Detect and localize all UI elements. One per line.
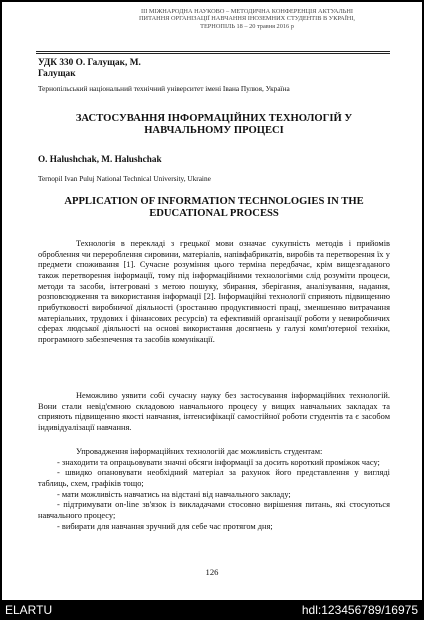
udk-line-2: Галущак [38, 68, 76, 79]
header-line-1: III МІЖНАРОДНА НАУКОВО – МЕТОДИЧНА КОНФЕРЕНЦІЯ АКТУАЛЬНІ [141, 8, 353, 15]
title-ua: ЗАСТОСУВАННЯ ІНФОРМАЦІЙНИХ ТЕХНОЛОГІЙ У НАВЧАЛЬНОМУ ПРОЦЕСІ [75, 113, 353, 136]
document-page [2, 2, 422, 600]
affiliation-en: Ternopil Ivan Puluj National Technical University, Ukraine [38, 174, 211, 183]
paragraph-text: Технологія в перекладі з грецької мови означає сукупність методів і прийомів оброблення чи перероблення сировини, матеріалів, напівфабрикатів, виробів та перетворення їх у предмети споживання [1]. Сучасне розуміння цього терміна передбачає, крім вищезгаданого також перетворення інформації, тому під інформаційними технологіями слід розуміти процеси, методи та засоби, інтегровані з метою пошуку, збирання, зберігання, аналізування, надання, розповсюдження та використання інформації [2]. Інформаційні технології сприяють підвищенню прибутковості виробничої діяльності (зростанню продуктивності праці, зменшенню витрачання матеріальних, трудових і фінансових ресурсів) та ефективній організації роботи у невиробничих сферах людської діяльності на основі використання досягнень у галузі комп'ютерної техніки, програмного забезпечення та засобів комунікації. [38, 239, 390, 344]
benefits-list [38, 458, 390, 533]
footer-repository-name: ELARTU [5, 603, 53, 617]
header-rule-top [36, 51, 390, 52]
paragraph-1 [38, 239, 390, 346]
conference-header [97, 8, 397, 30]
paragraph-text: Упровадження інформаційних технологій дає можливість студентам: [76, 447, 323, 456]
udk-authors [38, 58, 390, 79]
repository-footer [0, 600, 424, 620]
list-item: - мати можливість навчатись на відстані від навчального закладу; [57, 489, 291, 499]
list-item: - знаходити та опрацьовувати значні обсяги інформації за досить короткий проміжок часу; [57, 457, 380, 467]
paragraph-text: Неможливо уявити собі сучасну науку без застосування інформаційних технологій. Вони стали невід'ємною складовою навчального процесу у вищих навчальних закладах та сприяють підвищенню якості навчання, інтенсифікації самостійної роботи студентів та є засобом індивідуалізації навчання. [38, 391, 390, 432]
paragraph-3 [38, 447, 390, 532]
list-item: - вибирати для навчання зручний для себе час протягом дня; [57, 521, 273, 531]
affiliation-ua: Тернопільський національний технічний університет імені Івана Пулюя, Україна [38, 84, 290, 93]
page-number: 126 [205, 567, 219, 577]
header-rule-bottom [36, 53, 390, 54]
header-line-3: ТЕРНОПІЛЬ 18 – 20 травня 2016 р [200, 22, 294, 30]
footer-handle: hdl:123456789/16975 [301, 603, 418, 617]
list-item: - швидко опановувати необхідний матеріал за рахунок його представлення у вигляді таблиць, схем, графіків тощо; [38, 468, 390, 488]
title-en: APPLICATION OF INFORMATION TECHNOLOGIES IN THE EDUCATIONAL PROCESS [64, 196, 364, 219]
list-item: - підтримувати on-line зв'язок із викладачами стосовно вирішення питань, які стосуються навчального процесу; [38, 500, 390, 520]
paragraph-2 [38, 391, 390, 434]
header-line-2: ПИТАННЯ ОРГАНІЗАЦІЇ НАВЧАННЯ ІНОЗЕМНИХ СТУДЕНТІВ В УКРАЇНІ, [138, 15, 356, 23]
udk-line-1: УДК 330 О. Галущак, М. [38, 58, 141, 68]
authors-en: O. Halushchak, M. Halushchak [38, 154, 162, 164]
